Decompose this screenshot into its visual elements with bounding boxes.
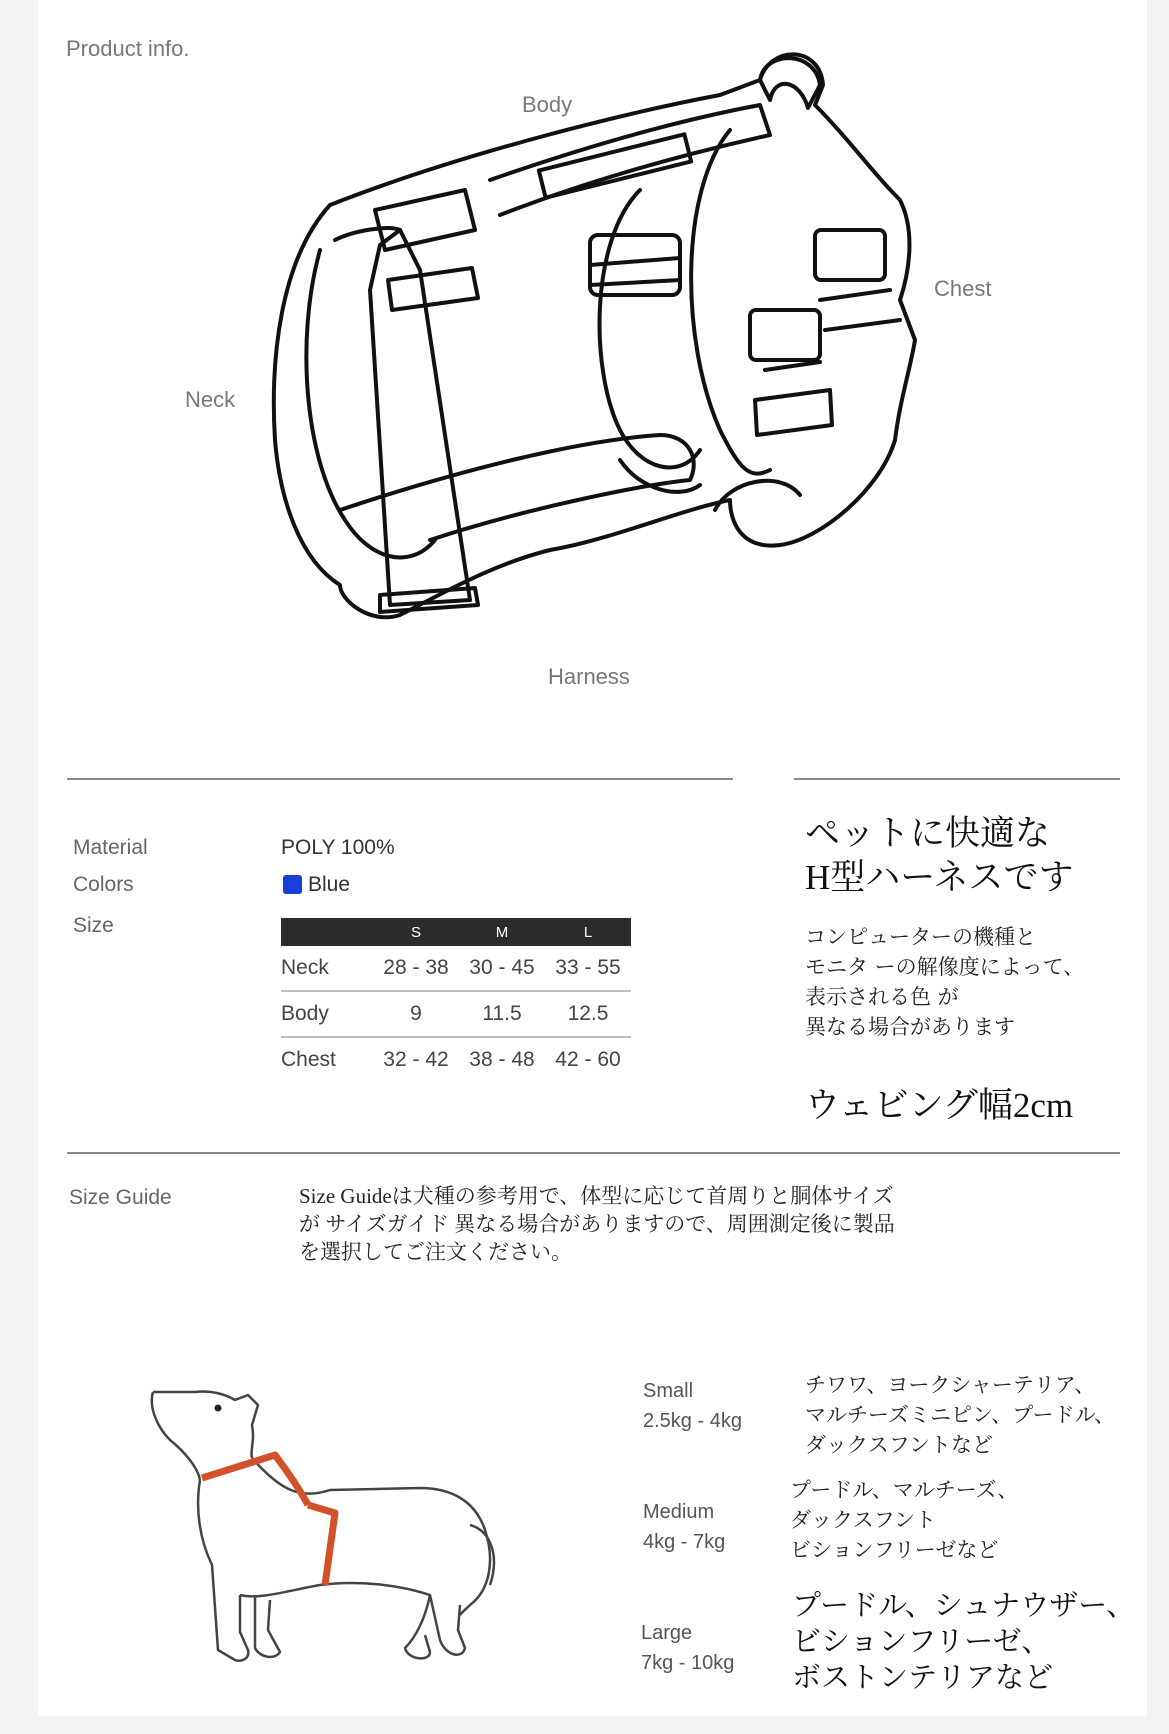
disclaimer-line: 表示される色 が — [805, 985, 959, 1009]
table-row — [281, 946, 631, 991]
label-harness: Harness — [548, 664, 630, 689]
table-cell: 42 - 60 — [555, 1048, 621, 1071]
size-header-l: L — [545, 918, 631, 946]
table-cell: 12.5 — [545, 991, 631, 1037]
tier-large — [641, 1618, 734, 1678]
label-neck: Neck — [185, 387, 236, 412]
material-value: POLY 100% — [281, 836, 395, 859]
size-header-m: M — [459, 918, 545, 946]
color-value — [283, 873, 350, 897]
breed-line: ビションフリーゼ、 — [792, 1626, 1051, 1658]
promo-heading-line: ペットに快適な — [805, 814, 1051, 853]
tier-weight: 7kg - 10kg — [641, 1652, 735, 1674]
row-label: Body — [281, 991, 373, 1037]
size-guide-label: Size Guide — [69, 1186, 172, 1209]
size-guide-line: Size Guideは犬種の参考用で、体型に応じて首周りと胴体サイズ — [299, 1184, 894, 1208]
tier-small-breeds — [805, 1370, 1115, 1460]
breed-line: ダックスフントなど — [805, 1433, 993, 1457]
color-swatch — [283, 875, 302, 894]
table-cell: 9 — [373, 991, 459, 1037]
table-row — [281, 991, 631, 1037]
material-label: Material — [73, 836, 148, 859]
tier-large-breeds — [792, 1588, 1135, 1696]
table-cell: 33 - 55 — [545, 946, 631, 991]
breed-line: ビションフリーゼなど — [790, 1538, 999, 1562]
tier-small — [643, 1376, 742, 1436]
disclaimer-line: コンピューターの機種と — [805, 925, 1036, 949]
colors-label: Colors — [73, 873, 134, 896]
label-chest: Chest — [934, 276, 992, 301]
size-table — [281, 918, 631, 1082]
breed-line: プードル、マルチーズ、 — [790, 1478, 1019, 1502]
row-label: Chest — [281, 1048, 336, 1071]
color-name: Blue — [308, 873, 351, 896]
breed-line: ボストンテリアなど — [792, 1662, 1054, 1694]
size-header-s: S — [373, 918, 459, 946]
webbing-width: ウェビング幅2cm — [805, 1086, 1074, 1125]
harness-illustration — [260, 40, 920, 640]
tier-weight: 2.5kg - 4kg — [643, 1410, 742, 1432]
table-cell: 30 - 45 — [459, 946, 545, 991]
table-row — [281, 1037, 631, 1082]
size-guide-line: が サイズガイド 異なる場合がありますので、周囲測定後に製品 — [299, 1212, 895, 1236]
size-header-blank — [281, 918, 373, 946]
breed-line: チワワ、ヨークシャーテリア、 — [805, 1373, 1096, 1397]
tier-name: Small — [643, 1380, 694, 1402]
breed-line: プードル、シュナウザー、 — [792, 1590, 1136, 1622]
divider-size-guide — [67, 1152, 1120, 1154]
table-cell: 38 - 48 — [469, 1048, 535, 1071]
breed-line: マルチーズミニピン、プードル、 — [805, 1403, 1115, 1427]
tier-weight: 4kg - 7kg — [643, 1531, 726, 1553]
dog-illustration — [140, 1380, 520, 1680]
size-guide-text — [299, 1182, 895, 1266]
tier-name: Large — [641, 1622, 693, 1644]
table-cell: 11.5 — [459, 991, 545, 1037]
divider-left — [67, 778, 733, 780]
table-cell: 28 - 38 — [373, 946, 459, 991]
size-guide-line: を選択してご注文ください。 — [299, 1240, 572, 1264]
promo-heading — [805, 812, 1074, 900]
disclaimer-line: モニタ ーの解像度によって、 — [805, 955, 1085, 979]
breed-line: ダックスフント — [790, 1508, 936, 1532]
promo-heading-line: H型ハーネスです — [805, 858, 1074, 897]
size-table-header — [281, 918, 631, 946]
color-disclaimer — [805, 922, 1084, 1042]
tier-medium-breeds — [790, 1475, 1018, 1565]
page-title: Product info. — [66, 36, 190, 61]
table-cell: 32 - 42 — [383, 1048, 449, 1071]
size-label: Size — [73, 914, 114, 937]
tier-name: Medium — [643, 1501, 715, 1523]
divider-right — [794, 778, 1120, 780]
label-body: Body — [522, 92, 573, 117]
tier-medium — [643, 1497, 725, 1557]
disclaimer-line: 異なる場合があります — [805, 1015, 1015, 1039]
row-label: Neck — [281, 946, 373, 991]
